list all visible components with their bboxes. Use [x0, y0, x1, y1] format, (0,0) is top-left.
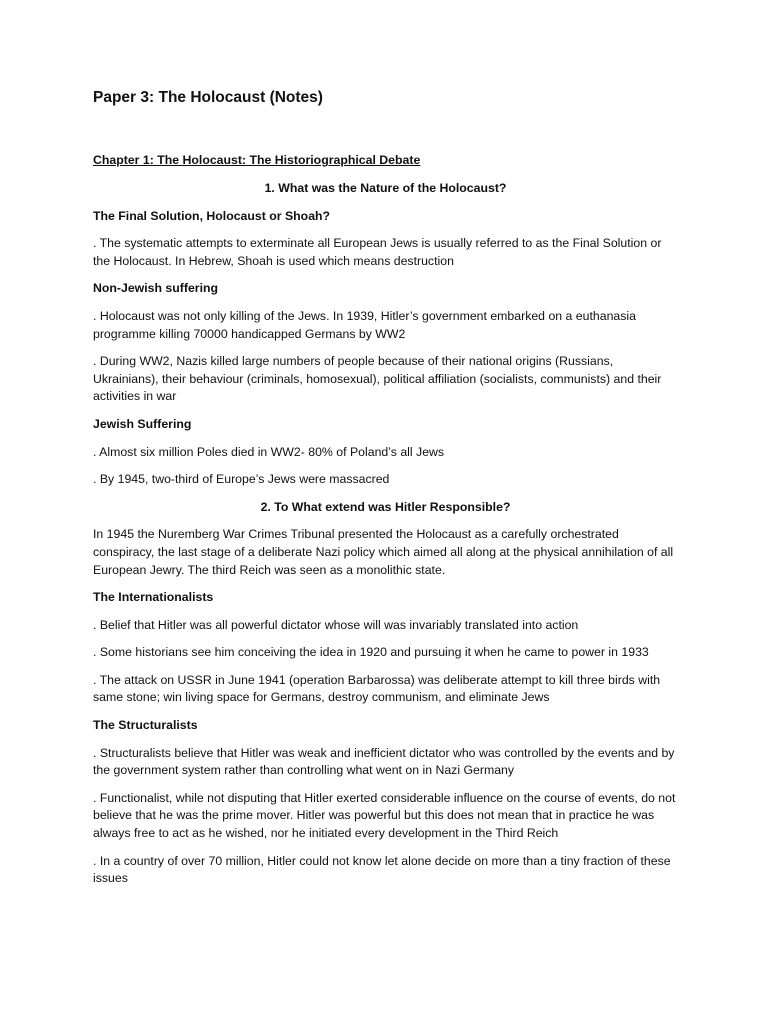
section-heading-nature: 1. What was the Nature of the Holocaust? — [264, 181, 507, 195]
paragraph: . Some historians see him conceiving the idea in 1920 and pursuing it when he came to power in 1933 — [93, 645, 649, 660]
section-heading-hitler-responsible: 2. To What extend was Hitler Responsible? — [260, 499, 511, 514]
paragraph: . Functionalist, while not disputing that Hitler exerted considerable influence on the course of events, do not believe that he was the prime mover. Hitler was powerful but this does not mean that in practice he was always free to act as he wished, nor he initiated every development in the Third Reich — [93, 790, 676, 841]
document-title: Paper 3: The Holocaust (Notes) — [93, 89, 323, 106]
subheading-internationalists: The Internationalists — [93, 590, 214, 605]
paragraph: . Belief that Hitler was all powerful dictator whose will was invariably translated into action — [93, 617, 579, 632]
paragraph: . Holocaust was not only killing of the Jews. In 1939, Hitler’s government embarked on a euthanasia programme killing 70000 handicapped Germans by WW2 — [93, 308, 636, 341]
paragraph: . The attack on USSR in June 1941 (operation Barbarossa) was deliberate attempt to kill three birds with same stone; win living space for Germans, destroy communism, and eliminate Jews — [93, 672, 661, 705]
paragraph: . The systematic attempts to exterminate all European Jews is usually referred to as the Final Solution or the Holocaust. In Hebrew, Shoah is used which means destruction — [93, 236, 662, 268]
subheading-non-jewish-suffering: Non-Jewish suffering — [93, 281, 219, 296]
notes-body — [93, 180, 678, 898]
subheading-jewish-suffering: Jewish Suffering — [93, 416, 192, 431]
subheading-final-solution: The Final Solution, Holocaust or Shoah? — [93, 208, 331, 223]
paragraph: . In a country of over 70 million, Hitler could not know let alone decide on more than a tiny fraction of these issues — [93, 853, 671, 886]
paragraph: . During WW2, Nazis killed large numbers of people because of their national origins (Russians, Ukrainians), their behaviour (criminals, homosexual), political affiliation (socialists, communists) and their activities in war — [93, 354, 662, 404]
paragraph: . Almost six million Poles died in WW2- 80% of Poland’s all Jews — [93, 444, 445, 459]
paragraph: In 1945 the Nuremberg War Crimes Tribunal presented the Holocaust as a carefully orchestrated conspiracy, the last stage of a deliberate Nazi policy which aimed all along at the physical annihilation of all European Jewry. The third Reich was seen as a monolithic state. — [93, 527, 674, 577]
paragraph: . Structuralists believe that Hitler was weak and inefficient dictator who was controlled by the events and by the government system rather than controlling what went on in Nazi Germany — [93, 745, 675, 778]
chapter-heading: Chapter 1: The Holocaust: The Historiographical Debate — [93, 153, 421, 167]
subheading-structuralists: The Structuralists — [93, 718, 198, 733]
paragraph: . By 1945, two-third of Europe’s Jews were massacred — [93, 472, 390, 487]
